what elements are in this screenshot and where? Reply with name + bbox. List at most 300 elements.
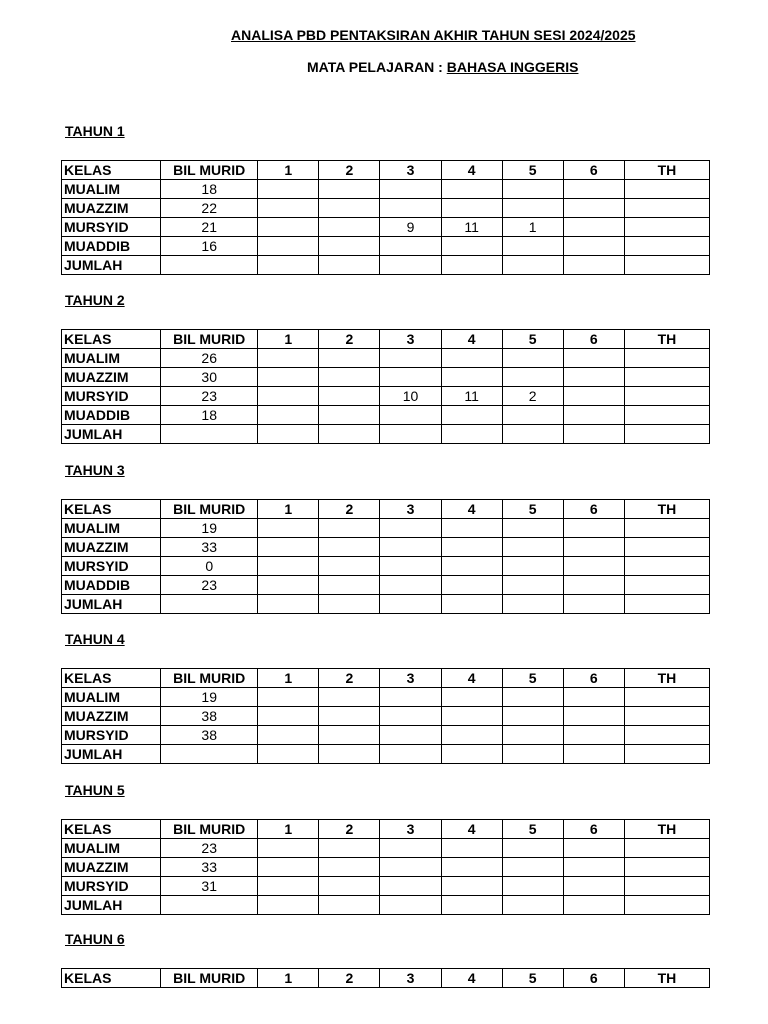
- results-table: [61, 819, 710, 915]
- value-cell: [624, 707, 709, 726]
- column-header: KELAS: [62, 330, 161, 349]
- class-name-cell: JUMLAH: [62, 896, 161, 915]
- value-cell: [441, 877, 502, 896]
- class-name-cell: JUMLAH: [62, 256, 161, 275]
- column-header: 6: [563, 669, 624, 688]
- table-row: [62, 199, 710, 218]
- column-header: KELAS: [62, 669, 161, 688]
- value-cell: [563, 839, 624, 858]
- value-cell: [319, 576, 380, 595]
- subject-line: [0, 59, 768, 75]
- column-header: BIL MURID: [161, 500, 258, 519]
- value-cell: [258, 237, 319, 256]
- value-cell: [624, 688, 709, 707]
- table-row: [62, 858, 710, 877]
- column-header: 5: [502, 969, 563, 988]
- value-cell: [441, 406, 502, 425]
- value-cell: [624, 538, 709, 557]
- table-row: [62, 368, 710, 387]
- value-cell: [563, 256, 624, 275]
- table-row: [62, 576, 710, 595]
- value-cell: [441, 256, 502, 275]
- table-row: [62, 519, 710, 538]
- value-cell: 11: [441, 218, 502, 237]
- column-header: TH: [624, 820, 709, 839]
- value-cell: 31: [161, 877, 258, 896]
- value-cell: [502, 595, 563, 614]
- value-cell: [319, 368, 380, 387]
- value-cell: [563, 745, 624, 764]
- value-cell: [319, 896, 380, 915]
- value-cell: [319, 406, 380, 425]
- column-header: 4: [441, 969, 502, 988]
- value-cell: [258, 896, 319, 915]
- value-cell: [319, 199, 380, 218]
- value-cell: 22: [161, 199, 258, 218]
- value-cell: [624, 839, 709, 858]
- value-cell: [502, 368, 563, 387]
- section-title: TAHUN 5: [65, 782, 125, 798]
- value-cell: [563, 726, 624, 745]
- value-cell: [319, 180, 380, 199]
- value-cell: [441, 576, 502, 595]
- value-cell: [563, 557, 624, 576]
- value-cell: [380, 858, 441, 877]
- value-cell: [380, 839, 441, 858]
- value-cell: [380, 349, 441, 368]
- column-header: 6: [563, 820, 624, 839]
- value-cell: [380, 896, 441, 915]
- column-header: BIL MURID: [161, 161, 258, 180]
- column-header: 2: [319, 669, 380, 688]
- value-cell: [319, 387, 380, 406]
- value-cell: [624, 726, 709, 745]
- column-header: 4: [441, 820, 502, 839]
- document-title-text: ANALISA PBD PENTAKSIRAN AKHIR TAHUN SESI 2024/2025: [231, 27, 636, 43]
- column-header: 1: [258, 161, 319, 180]
- value-cell: [502, 707, 563, 726]
- value-cell: [441, 858, 502, 877]
- value-cell: 21: [161, 218, 258, 237]
- column-header: KELAS: [62, 500, 161, 519]
- value-cell: 23: [161, 387, 258, 406]
- value-cell: [563, 199, 624, 218]
- value-cell: [502, 557, 563, 576]
- value-cell: [624, 519, 709, 538]
- column-header: 5: [502, 330, 563, 349]
- table-header-row: [62, 500, 710, 519]
- table-row: [62, 256, 710, 275]
- value-cell: 19: [161, 519, 258, 538]
- value-cell: [319, 595, 380, 614]
- value-cell: 16: [161, 237, 258, 256]
- value-cell: [563, 180, 624, 199]
- table-row: [62, 745, 710, 764]
- value-cell: [502, 576, 563, 595]
- value-cell: [502, 256, 563, 275]
- value-cell: [380, 726, 441, 745]
- value-cell: [319, 707, 380, 726]
- table-header-row: [62, 330, 710, 349]
- value-cell: [161, 425, 258, 444]
- value-cell: [441, 745, 502, 764]
- column-header: 6: [563, 330, 624, 349]
- value-cell: [319, 237, 380, 256]
- column-header: BIL MURID: [161, 669, 258, 688]
- class-name-cell: MURSYID: [62, 218, 161, 237]
- results-table: [61, 668, 710, 764]
- value-cell: [380, 180, 441, 199]
- class-name-cell: MUALIM: [62, 688, 161, 707]
- value-cell: [563, 707, 624, 726]
- column-header: 5: [502, 669, 563, 688]
- value-cell: [380, 519, 441, 538]
- value-cell: [161, 896, 258, 915]
- value-cell: [563, 349, 624, 368]
- column-header: TH: [624, 500, 709, 519]
- value-cell: [502, 425, 563, 444]
- value-cell: [380, 745, 441, 764]
- value-cell: [380, 406, 441, 425]
- value-cell: 33: [161, 858, 258, 877]
- value-cell: [563, 538, 624, 557]
- table-row: [62, 726, 710, 745]
- value-cell: [502, 199, 563, 218]
- value-cell: [441, 199, 502, 218]
- value-cell: [319, 218, 380, 237]
- value-cell: [319, 557, 380, 576]
- column-header: 1: [258, 820, 319, 839]
- results-table: [61, 499, 710, 614]
- value-cell: [624, 595, 709, 614]
- value-cell: [563, 368, 624, 387]
- section-tahun-3: [61, 461, 711, 612]
- table-row: [62, 218, 710, 237]
- table-row: [62, 896, 710, 915]
- column-header: TH: [624, 330, 709, 349]
- value-cell: [624, 557, 709, 576]
- column-header: 3: [380, 500, 441, 519]
- value-cell: 11: [441, 387, 502, 406]
- value-cell: [380, 557, 441, 576]
- value-cell: [258, 368, 319, 387]
- value-cell: 1: [502, 218, 563, 237]
- value-cell: [441, 688, 502, 707]
- value-cell: [563, 218, 624, 237]
- column-header: 3: [380, 969, 441, 988]
- value-cell: [502, 538, 563, 557]
- value-cell: [563, 406, 624, 425]
- section-title: TAHUN 2: [65, 292, 125, 308]
- value-cell: [258, 519, 319, 538]
- value-cell: [563, 425, 624, 444]
- value-cell: [624, 180, 709, 199]
- column-header: 6: [563, 969, 624, 988]
- value-cell: [258, 877, 319, 896]
- value-cell: [563, 595, 624, 614]
- results-table: [61, 329, 710, 444]
- value-cell: [258, 406, 319, 425]
- value-cell: 18: [161, 406, 258, 425]
- value-cell: [624, 877, 709, 896]
- section-tahun-4: [61, 630, 711, 762]
- class-name-cell: MUADDIB: [62, 406, 161, 425]
- column-header: 5: [502, 820, 563, 839]
- value-cell: [161, 745, 258, 764]
- class-name-cell: MUALIM: [62, 519, 161, 538]
- value-cell: [624, 199, 709, 218]
- results-table: [61, 968, 710, 988]
- section-tahun-5: [61, 781, 711, 913]
- value-cell: [161, 595, 258, 614]
- column-header: KELAS: [62, 969, 161, 988]
- column-header: 1: [258, 500, 319, 519]
- table-row: [62, 538, 710, 557]
- class-name-cell: MUAZZIM: [62, 199, 161, 218]
- document-title: [0, 27, 768, 43]
- value-cell: [258, 557, 319, 576]
- class-name-cell: MUAZZIM: [62, 538, 161, 557]
- value-cell: 38: [161, 707, 258, 726]
- value-cell: [563, 387, 624, 406]
- value-cell: [502, 180, 563, 199]
- value-cell: 33: [161, 538, 258, 557]
- column-header: 5: [502, 161, 563, 180]
- value-cell: [624, 368, 709, 387]
- column-header: BIL MURID: [161, 969, 258, 988]
- value-cell: [502, 237, 563, 256]
- value-cell: [380, 538, 441, 557]
- class-name-cell: JUMLAH: [62, 595, 161, 614]
- table-row: [62, 237, 710, 256]
- value-cell: [502, 896, 563, 915]
- column-header: 6: [563, 161, 624, 180]
- value-cell: [563, 858, 624, 877]
- value-cell: [380, 877, 441, 896]
- table-row: [62, 557, 710, 576]
- value-cell: [624, 387, 709, 406]
- section-title: TAHUN 6: [65, 931, 125, 947]
- value-cell: [624, 425, 709, 444]
- column-header: KELAS: [62, 161, 161, 180]
- value-cell: [258, 576, 319, 595]
- value-cell: [441, 425, 502, 444]
- class-name-cell: JUMLAH: [62, 745, 161, 764]
- value-cell: 23: [161, 839, 258, 858]
- column-header: KELAS: [62, 820, 161, 839]
- value-cell: [258, 218, 319, 237]
- value-cell: [441, 519, 502, 538]
- table-row: [62, 349, 710, 368]
- value-cell: [258, 707, 319, 726]
- column-header: 5: [502, 500, 563, 519]
- value-cell: [319, 425, 380, 444]
- value-cell: [319, 877, 380, 896]
- value-cell: [441, 707, 502, 726]
- value-cell: [502, 745, 563, 764]
- table-row: [62, 688, 710, 707]
- value-cell: [502, 877, 563, 896]
- class-name-cell: MURSYID: [62, 726, 161, 745]
- class-name-cell: MUALIM: [62, 180, 161, 199]
- class-name-cell: MURSYID: [62, 557, 161, 576]
- column-header: 3: [380, 669, 441, 688]
- value-cell: [380, 688, 441, 707]
- value-cell: [441, 896, 502, 915]
- class-name-cell: MURSYID: [62, 387, 161, 406]
- value-cell: [502, 726, 563, 745]
- table-row: [62, 180, 710, 199]
- table-row: [62, 877, 710, 896]
- value-cell: [380, 425, 441, 444]
- value-cell: [624, 858, 709, 877]
- column-header: 1: [258, 330, 319, 349]
- value-cell: [624, 745, 709, 764]
- value-cell: [563, 576, 624, 595]
- value-cell: [319, 538, 380, 557]
- column-header: TH: [624, 969, 709, 988]
- column-header: 3: [380, 330, 441, 349]
- value-cell: [563, 896, 624, 915]
- section-tahun-1: [61, 122, 711, 273]
- section-title: TAHUN 4: [65, 631, 125, 647]
- value-cell: [380, 576, 441, 595]
- value-cell: [502, 839, 563, 858]
- column-header: 6: [563, 500, 624, 519]
- value-cell: [258, 858, 319, 877]
- value-cell: [624, 218, 709, 237]
- value-cell: [258, 387, 319, 406]
- column-header: 2: [319, 820, 380, 839]
- column-header: 4: [441, 669, 502, 688]
- value-cell: [319, 858, 380, 877]
- value-cell: [624, 256, 709, 275]
- subject-label: MATA PELAJARAN :: [307, 59, 447, 75]
- value-cell: [319, 256, 380, 275]
- value-cell: [441, 839, 502, 858]
- section-title: TAHUN 1: [65, 123, 125, 139]
- class-name-cell: JUMLAH: [62, 425, 161, 444]
- value-cell: 9: [380, 218, 441, 237]
- class-name-cell: MUADDIB: [62, 237, 161, 256]
- value-cell: [624, 237, 709, 256]
- column-header: 2: [319, 161, 380, 180]
- column-header: 4: [441, 500, 502, 519]
- value-cell: [502, 349, 563, 368]
- table-header-row: [62, 161, 710, 180]
- value-cell: [258, 688, 319, 707]
- value-cell: [319, 349, 380, 368]
- table-header-row: [62, 969, 710, 988]
- value-cell: [502, 688, 563, 707]
- value-cell: [258, 256, 319, 275]
- value-cell: [319, 726, 380, 745]
- value-cell: [624, 349, 709, 368]
- value-cell: 23: [161, 576, 258, 595]
- table-row: [62, 425, 710, 444]
- column-header: 1: [258, 669, 319, 688]
- value-cell: [319, 519, 380, 538]
- value-cell: [441, 595, 502, 614]
- column-header: 2: [319, 969, 380, 988]
- value-cell: [380, 707, 441, 726]
- section-title: TAHUN 3: [65, 462, 125, 478]
- class-name-cell: MUALIM: [62, 839, 161, 858]
- value-cell: 38: [161, 726, 258, 745]
- value-cell: [319, 745, 380, 764]
- value-cell: [380, 256, 441, 275]
- results-table: [61, 160, 710, 275]
- column-header: TH: [624, 161, 709, 180]
- value-cell: [380, 368, 441, 387]
- value-cell: [502, 858, 563, 877]
- value-cell: [441, 180, 502, 199]
- value-cell: [258, 595, 319, 614]
- value-cell: [258, 180, 319, 199]
- value-cell: [563, 688, 624, 707]
- value-cell: [624, 896, 709, 915]
- value-cell: [161, 256, 258, 275]
- column-header: 3: [380, 820, 441, 839]
- value-cell: [563, 877, 624, 896]
- value-cell: [441, 368, 502, 387]
- value-cell: 0: [161, 557, 258, 576]
- value-cell: [380, 199, 441, 218]
- section-tahun-6: [61, 930, 711, 986]
- value-cell: 30: [161, 368, 258, 387]
- column-header: BIL MURID: [161, 330, 258, 349]
- column-header: TH: [624, 669, 709, 688]
- value-cell: [502, 406, 563, 425]
- value-cell: 18: [161, 180, 258, 199]
- value-cell: [319, 839, 380, 858]
- value-cell: [380, 237, 441, 256]
- value-cell: [258, 199, 319, 218]
- section-tahun-2: [61, 291, 711, 442]
- value-cell: [624, 576, 709, 595]
- column-header: 2: [319, 330, 380, 349]
- column-header: 4: [441, 161, 502, 180]
- column-header: BIL MURID: [161, 820, 258, 839]
- class-name-cell: MUALIM: [62, 349, 161, 368]
- value-cell: [441, 726, 502, 745]
- column-header: 3: [380, 161, 441, 180]
- column-header: 4: [441, 330, 502, 349]
- value-cell: 26: [161, 349, 258, 368]
- subject-name: BAHASA INGGERIS: [446, 59, 579, 75]
- class-name-cell: MUADDIB: [62, 576, 161, 595]
- value-cell: [258, 726, 319, 745]
- class-name-cell: MUAZZIM: [62, 858, 161, 877]
- value-cell: 2: [502, 387, 563, 406]
- value-cell: [441, 557, 502, 576]
- class-name-cell: MUAZZIM: [62, 368, 161, 387]
- value-cell: [380, 595, 441, 614]
- value-cell: [258, 839, 319, 858]
- table-header-row: [62, 669, 710, 688]
- table-row: [62, 839, 710, 858]
- value-cell: [441, 349, 502, 368]
- table-header-row: [62, 820, 710, 839]
- class-name-cell: MURSYID: [62, 877, 161, 896]
- value-cell: [502, 519, 563, 538]
- value-cell: [624, 406, 709, 425]
- value-cell: 10: [380, 387, 441, 406]
- value-cell: [319, 688, 380, 707]
- value-cell: [563, 519, 624, 538]
- value-cell: [258, 349, 319, 368]
- column-header: 1: [258, 969, 319, 988]
